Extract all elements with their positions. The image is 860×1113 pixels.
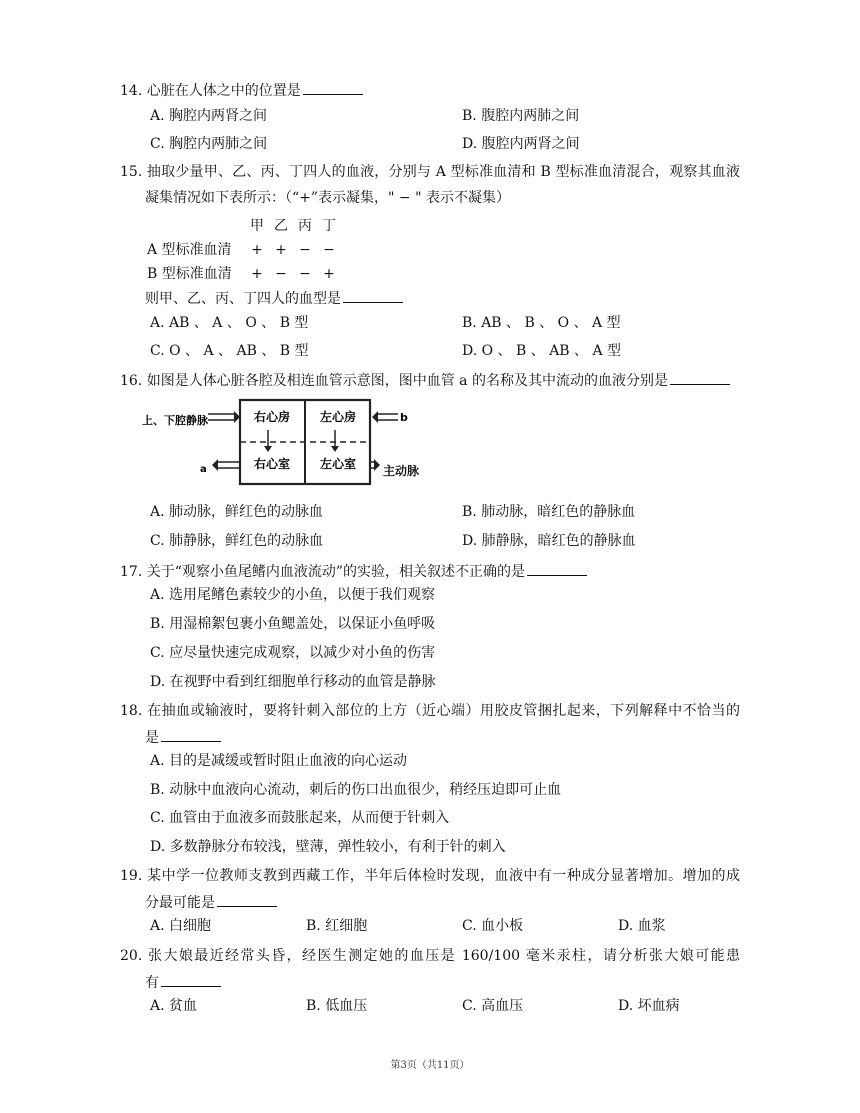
q17-option-c: C. 应尽量快速完成观察，以减少对小鱼的伤害 <box>150 645 436 661</box>
q20-option-b: B. 低血压 <box>306 998 368 1014</box>
arrow-down-right <box>264 430 272 452</box>
q19-option-b: B. 红细胞 <box>306 918 368 934</box>
q15-option-a: A. AB 、 A 、 O 、 B 型 <box>150 315 309 331</box>
question-text: 是 <box>145 730 159 746</box>
question-17-stem <box>120 561 587 582</box>
cell: + <box>251 242 263 258</box>
right-atrium-label: 右心房 <box>253 410 291 424</box>
question-text: 有 <box>145 975 159 991</box>
col-yi: 乙 <box>274 218 288 234</box>
cell: − <box>299 242 311 258</box>
heart-diagram <box>140 396 410 488</box>
q20-option-d: D. 坏血病 <box>618 998 680 1014</box>
q18-option-b: B. 动脉中血液向心流动，刺后的伤口出血很少，稍经压迫即可止血 <box>150 782 562 798</box>
cell: − <box>323 242 335 258</box>
arrow-down-left <box>331 430 339 452</box>
q17-option-b: B. 用湿棉絮包裹小鱼鳃盖处，以保证小鱼呼吸 <box>150 616 436 632</box>
q16-option-c: C. 肺静脉，鲜红色的动脉血 <box>150 533 324 549</box>
vessel-b-label: b <box>400 411 408 424</box>
question-text: 则甲、乙、丙、丁四人的血型是 <box>145 291 341 307</box>
q16-option-d: D. 肺静脉，暗红色的静脉血 <box>462 533 636 549</box>
table-row <box>147 238 341 262</box>
q19-option-c: C. 血小板 <box>462 918 524 934</box>
page-footer: 第3页（共11页） <box>390 1060 470 1071</box>
q16-option-b: B. 肺动脉，暗红色的静脉血 <box>462 504 636 520</box>
question-18-stem-line2 <box>145 727 221 748</box>
question-19-stem-line2 <box>145 892 277 913</box>
cell: − <box>299 266 311 282</box>
question-19-stem-line1: 19. 某中学一位教师支教到西藏工作，半年后体检时发现，血液中有一种成分显著增加。增加的成 <box>120 868 740 884</box>
question-15-stem-line2: 凝集情况如下表所示：（“+”表示凝集，" − " 表示不凝集） <box>145 190 511 206</box>
row-label: A 型标准血清 <box>147 242 232 258</box>
q15-option-c: C. O 、 A 、 AB 、 B 型 <box>150 343 309 359</box>
vena-cava-arrow <box>208 411 240 423</box>
q14-option-d: D. 腹腔内两肾之间 <box>462 136 580 152</box>
q14-option-a: A. 胸腔内两肾之间 <box>150 108 268 124</box>
question-20-stem-line1: 20. 张大娘最近经常头昏，经医生测定她的血压是 160/100 毫米汞柱，请分析张大娘可能患 <box>120 948 740 964</box>
question-text: 14. 心脏在人体之中的位置是 <box>120 83 301 99</box>
answer-blank <box>343 288 403 303</box>
question-text: 17. 关于“观察小鱼尾鳍内血液流动”的实验，相关叙述不正确的是 <box>120 564 526 580</box>
answer-blank <box>161 972 221 987</box>
answer-blank <box>161 727 221 742</box>
table-header <box>147 214 341 238</box>
answer-blank <box>217 892 277 907</box>
aorta-arrow <box>370 459 380 471</box>
vessel-a-arrow <box>212 459 240 471</box>
answer-blank <box>527 561 587 576</box>
cell: + <box>323 266 335 282</box>
q15-option-d: D. O 、 B 、 AB 、 A 型 <box>462 343 622 359</box>
left-ventricle-label: 左心室 <box>319 457 357 471</box>
question-14-stem <box>120 80 363 101</box>
q19-option-d: D. 血浆 <box>618 918 666 934</box>
question-20-stem-line2 <box>145 972 221 993</box>
vessel-a-label: a <box>200 464 207 475</box>
q14-option-c: C. 胸腔内两肺之间 <box>150 136 268 152</box>
left-atrium-label: 左心房 <box>319 410 357 424</box>
aorta-label: 主动脉 <box>383 464 420 478</box>
q16-option-a: A. 肺动脉，鲜红色的动脉血 <box>150 504 324 520</box>
vessel-b-arrow <box>372 411 398 423</box>
cell: − <box>275 266 287 282</box>
vena-cava-label: 上、下腔静脉 <box>142 414 208 427</box>
col-ding: 丁 <box>322 218 336 234</box>
q17-option-a: A. 选用尾鳍色素较少的小鱼，以便于我们观察 <box>150 587 436 603</box>
question-15-stem-line3 <box>145 288 403 309</box>
table-row <box>147 262 341 286</box>
question-text: 分最可能是 <box>145 895 215 911</box>
q14-option-b: B. 腹腔内两肺之间 <box>462 108 580 124</box>
q20-option-c: C. 高血压 <box>462 998 524 1014</box>
q18-option-a: A. 目的是减缓或暂时阻止血液的向心运动 <box>150 753 408 769</box>
col-jia: 甲 <box>250 218 264 234</box>
cell: + <box>275 242 287 258</box>
right-ventricle-label: 右心室 <box>253 457 291 471</box>
cell: + <box>251 266 263 282</box>
question-16-stem <box>120 370 730 391</box>
answer-blank <box>670 370 730 385</box>
q18-option-d: D. 多数静脉分布较浅，壁薄，弹性较小，有利于针的刺入 <box>150 839 506 855</box>
q15-option-b: B. AB 、 B 、 O 、 A 型 <box>462 315 621 331</box>
col-bing: 丙 <box>298 218 312 234</box>
question-15-stem-line1: 15. 抽取少量甲、乙、丙、丁四人的血液，分别与 A 型标准血清和 B 型标准血清混合，观察其血液 <box>120 164 740 180</box>
agglutination-table <box>147 214 341 286</box>
answer-blank <box>303 80 363 95</box>
row-label: B 型标准血清 <box>147 266 232 282</box>
q18-option-c: C. 血管由于血液多而鼓胀起来，从而便于针刺入 <box>150 810 450 826</box>
q17-option-d: D. 在视野中看到红细胞单行移动的血管是静脉 <box>150 674 436 690</box>
q20-option-a: A. 贫血 <box>150 998 198 1014</box>
question-text: 16. 如图是人体心脏各腔及相连血管示意图，图中血管 a 的名称及其中流动的血液分别是 <box>120 373 668 389</box>
question-18-stem-line1: 18. 在抽血或输液时，要将针刺入部位的上方（近心端）用胶皮管捆扎起来，下列解释中不恰当的 <box>120 703 740 719</box>
q19-option-a: A. 白细胞 <box>150 918 212 934</box>
